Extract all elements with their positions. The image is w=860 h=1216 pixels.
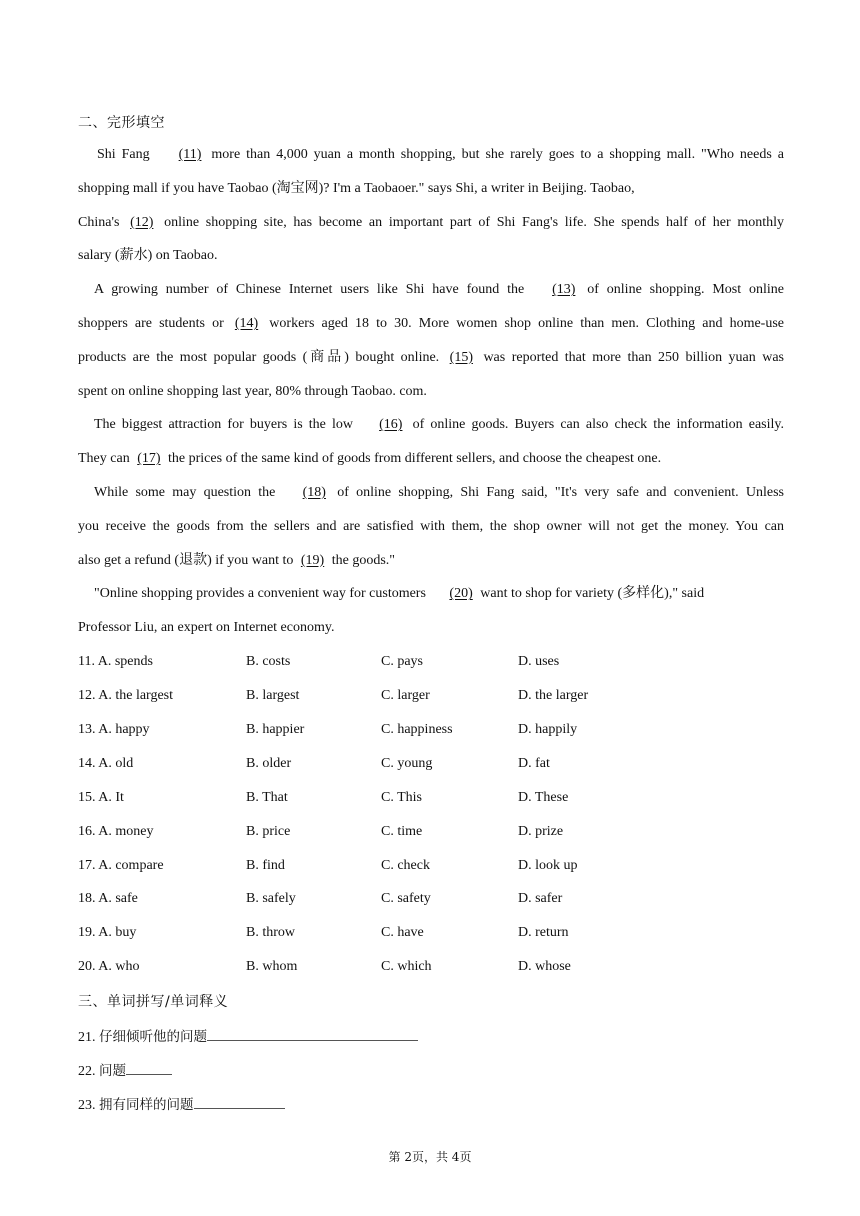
option-18-c[interactable]: C. safety — [381, 891, 431, 906]
section-heading-spelling: 三、单词拼写/单词释义 — [78, 994, 229, 1010]
option-18-a[interactable]: 18. A. safe — [78, 891, 138, 906]
option-20-a[interactable]: 20. A. who — [78, 959, 140, 974]
option-14-a[interactable]: 14. A. old — [78, 756, 134, 771]
paragraph-1: Shi Fang (11) more than 4,000 yuan a month shopping, but she rarely goes to a shopping mall. "Who needs a shopping mall if you have Taobao (淘宝网)? I'm a Taobaoer." says Shi, a writer in Beijing. Taobao, China's (12) online shopping site, has become an important part of Shi Fang's life. She spends half of her monthly salary (薪水) on Taobao. — [78, 138, 784, 273]
section-heading-cloze: 二、完形填空 — [78, 115, 165, 131]
answer-line-21[interactable] — [207, 1026, 418, 1041]
option-20-d[interactable]: D. whose — [518, 959, 571, 974]
option-12-a[interactable]: 12. A. the largest — [78, 688, 174, 703]
option-17-c[interactable]: C. check — [381, 858, 430, 873]
option-11-a[interactable]: 11. A. spends — [78, 654, 153, 669]
answer-line-22[interactable] — [126, 1060, 172, 1075]
cloze-passage — [78, 138, 784, 645]
option-15-b[interactable]: B. That — [246, 790, 288, 805]
option-16-b[interactable]: B. price — [246, 824, 291, 839]
option-13-c[interactable]: C. happiness — [381, 722, 453, 737]
option-12-c[interactable]: C. larger — [381, 688, 430, 703]
option-18-b[interactable]: B. safely — [246, 891, 296, 906]
option-14-d[interactable]: D. fat — [518, 756, 550, 771]
page-footer: 第 2页，共 4页 — [388, 1150, 472, 1164]
option-12-d[interactable]: D. the larger — [518, 688, 589, 703]
option-17-a[interactable]: 17. A. compare — [78, 858, 164, 873]
option-17-d[interactable]: D. look up — [518, 858, 578, 873]
blank-12[interactable]: (12) — [130, 214, 154, 230]
blank-20[interactable]: (20) — [449, 586, 473, 602]
option-19-a[interactable]: 19. A. buy — [78, 925, 137, 940]
option-14-c[interactable]: C. young — [381, 756, 433, 771]
paragraph-5: "Online shopping provides a convenient way for customers (20) want to shop for variety (多样化)," said Professor Liu, an expert on Internet economy. — [78, 577, 784, 645]
option-13-b[interactable]: B. happier — [246, 722, 305, 737]
answer-line-23[interactable] — [194, 1094, 285, 1109]
option-15-d[interactable]: D. These — [518, 790, 569, 805]
option-20-c[interactable]: C. which — [381, 959, 432, 974]
blank-16[interactable]: (16) — [379, 417, 403, 433]
option-16-c[interactable]: C. time — [381, 824, 423, 839]
blank-17[interactable]: (17) — [137, 451, 161, 467]
option-11-d[interactable]: D. uses — [518, 654, 560, 669]
paragraph-2: A growing number of Chinese Internet users like Shi have found the (13) of online shopping. Most online shoppers are students or (14) workers aged 18 to 30. More women shop online than men. Clothing and home-use products are the most popular goods (商品) bought online. (15) was reported that more than 250 billion yuan was spent on online shopping last year, 80% through Taobao. com. — [78, 273, 784, 408]
blank-14[interactable]: (14) — [234, 315, 259, 331]
vocab-item-23: 23. 拥有同样的问题 — [78, 1093, 285, 1114]
option-15-c[interactable]: C. This — [381, 790, 422, 805]
option-19-c[interactable]: C. have — [381, 925, 424, 940]
option-11-b[interactable]: B. costs — [246, 654, 291, 669]
option-11-c[interactable]: C. pays — [381, 654, 423, 669]
blank-15[interactable]: (15) — [449, 349, 473, 365]
vocab-item-21: 21. 仔细倾听他的问题 — [78, 1025, 418, 1046]
option-16-a[interactable]: 16. A. money — [78, 824, 154, 839]
blank-13[interactable]: (13) — [552, 282, 576, 298]
option-19-d[interactable]: D. return — [518, 925, 569, 940]
option-15-a[interactable]: 15. A. It — [78, 790, 124, 805]
option-16-d[interactable]: D. prize — [518, 824, 564, 839]
option-18-d[interactable]: D. safer — [518, 891, 563, 906]
option-13-d[interactable]: D. happily — [518, 722, 578, 737]
option-13-a[interactable]: 13. A. happy — [78, 722, 150, 737]
blank-18[interactable]: (18) — [302, 484, 326, 500]
blank-11[interactable]: (11) — [178, 147, 202, 162]
option-17-b[interactable]: B. find — [246, 858, 285, 873]
vocab-item-22: 22. 问题 — [78, 1059, 172, 1080]
option-19-b[interactable]: B. throw — [246, 925, 295, 940]
option-14-b[interactable]: B. older — [246, 756, 292, 771]
blank-19[interactable]: (19) — [300, 552, 325, 568]
paragraph-4: While some may question the (18) of online shopping, Shi Fang said, "It's very safe and convenient. Unless you receive the goods from the sellers and are satisfied with them, the shop owner will not get the money. You can also get a refund (退款) if you want to (19) the goods." — [78, 476, 784, 577]
option-12-b[interactable]: B. largest — [246, 688, 300, 703]
option-20-b[interactable]: B. whom — [246, 959, 298, 974]
paragraph-3: The biggest attraction for buyers is the low (16) of online goods. Buyers can also check the information easily. They can (17) the prices of the same kind of goods from different sellers, and choose the cheapest one. — [78, 408, 784, 476]
